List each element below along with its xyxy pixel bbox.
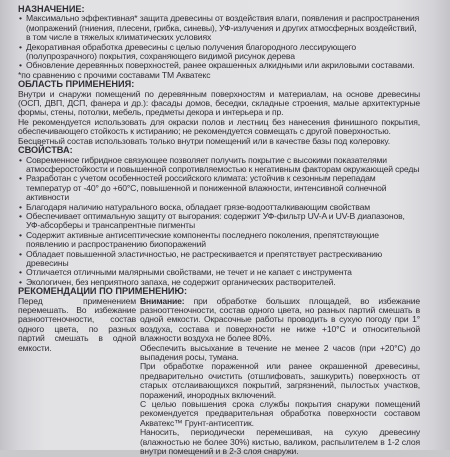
usage-right-text: Обеспечить высыхание в течение не менее 2 часов (при +20°С) до выпадения росы, тумана.	[140, 342, 420, 363]
purpose-footnote: *по сравнению с прочими составами ТМ Акватекс	[18, 69, 211, 80]
area-paragraph: Бесцветный состав использовать только внутри помещений или в качестве базы под колеровку.	[18, 135, 390, 146]
properties-item: • Обеспечивает оптимальную защиту от выгорания: содержит УФ-фильтр UV-A и UV-B диапазонов, УФ-абсорберы и трансапрентные пигменты	[18, 212, 420, 231]
properties-item: • Разработан с учетом особенностей российского климата: устойчив к сезонным перепадам температур от -40° до +60°С, повышенной и пониженной влажности, интенсивной солнечной активности	[18, 174, 420, 202]
properties-item: • Отличается отличными малярными свойствами, не течет и не капает с инструмента	[18, 268, 420, 277]
area-heading: ОБЛАСТЬ ПРИМЕНЕНИЯ:	[18, 79, 135, 90]
usage-right-text: С целью повышения срока службы покрытия снаружи помещений рекомендуется предварительная обработка поверхности составом Акватекс™ Грунт-антисептик.	[140, 399, 420, 428]
area-paragraph: Не рекомендуется использовать для окраски полов и лестниц без нанесения финишного покрытия, обеспечивающего стойкость к истиранию; не рекомендуется совмещать с другой поверхностью.	[18, 116, 420, 137]
properties-item: • Обладает повышенной эластичностью, не растрескивается и препятствует растрескиванию древесины	[18, 250, 420, 269]
usage-right-text: При обработке пораженной или ранее окрашенной древесины, предварительно очистить (отшлифовать, зашкурить) поверхность от старых отслаивающихся покрытий, загрязнений, пылостых участков, поражений, инородных включений.	[140, 361, 420, 400]
usage-right-text: Наносить, периодически перемешивая, на сухую древесину (влажностью не более 30%) кистью, валиком, распылителем в 1-2 слоя внутри помещений и в 2-3 слоя снаружи.	[140, 427, 420, 457]
purpose-heading: НАЗНАЧЕНИЕ:	[18, 4, 85, 14]
properties-item: • Содержит активные антисептические компоненты последнего поколения, препятствующие появлению и распространению биопоражений	[18, 231, 420, 250]
properties-item: • Экологичен, без неприятного запаха, не содержит органических растворителей.	[18, 278, 420, 287]
usage-right-text: при обработке больших площадей, во избежание разнооттеночности, состав одного цвета, но разных партий смешать в одной емкости. Окрасочные работы проводить в сухую погоду при 1° воздуха, состава и поверхности не ниже +10°С и относительной влажности воздуха не более 80%.	[140, 295, 420, 344]
usage-heading: РЕКОМЕНДАЦИИ ПО ПРИМЕНЕНИЮ:	[18, 286, 188, 297]
usage-columns	[18, 297, 420, 457]
attention-label: Внимание:	[140, 295, 185, 306]
purpose-item: • Максимально эффективная* защита древесины от воздействия влаги, появления и распространения (мопражений (гниения, плесени, грибка, синевы), УФ-излучения и других атмосферных воздействий, в том числе в тяжелых климатических условиях	[18, 14, 420, 42]
usage-right-column	[140, 297, 420, 457]
purpose-item: • Декоративная обработка древесины с целью получения благородного лессирующего (полупрозрачного) покрытия, сохраняющего видимой рисунок дерева	[18, 43, 420, 62]
properties-heading: СВОЙСТВА:	[18, 145, 73, 156]
usage-right-first	[140, 297, 420, 344]
properties-item: • Благодаря наличию натурального воска, обладает грязе-водоотталкивающим свойствам	[18, 203, 420, 212]
instructions-text	[18, 5, 420, 457]
properties-item: • Современное гибридное связующее позволяет получить покрытие с высокими показателями атмосферостойкости и повышенной сопротивляемостью к негативным факторам окружающей среды	[18, 156, 420, 175]
area-paragraph: Внутри и снаружи помещений по деревянным поверхностям и материалам, на основе древесины (ОСП, ДВП, ДСП, фанера и др.): фасады домов, беседки, складные строения, малые архитектурные формы, стены, потолки, мебель, предметы декора и интерьера и пр.	[18, 88, 420, 118]
usage-left-text: Перед применением перемешать. Во избежание разнооттеночности, состав одного цвета, по разных партий смешать в одной емкости.	[18, 295, 136, 353]
usage-left-column	[18, 297, 136, 457]
purpose-item: • Обновление деревянных поверхностей, ранее окрашенных алкидными или акриловыми составами.	[18, 61, 420, 70]
